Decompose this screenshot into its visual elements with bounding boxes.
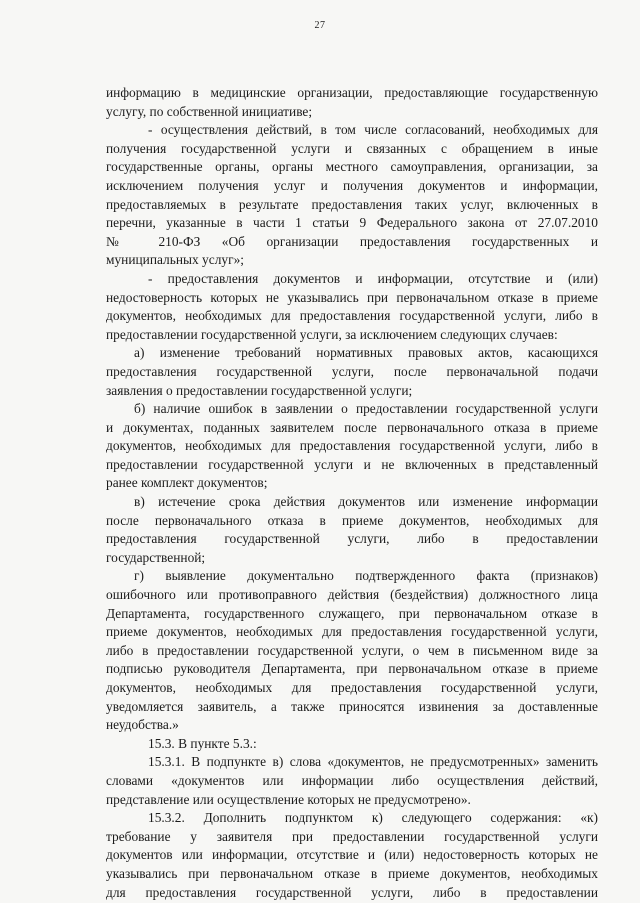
text-line: приеме документов, необходимых для предоставления государственной услуги, — [106, 624, 598, 640]
text-line: муниципальных услуг»; — [106, 252, 244, 268]
text-line: государственные органы, органы местного самоуправления, организации, за — [106, 159, 598, 175]
text-line: услугу, по собственной инициативе; — [106, 103, 313, 119]
text-line: документов, необходимых для предоставления государственной услуги, либо в — [106, 308, 598, 324]
text-line: предоставления государственной услуги, либо в предоставлении — [106, 531, 598, 547]
page-number: 27 — [314, 20, 326, 31]
text-line: уведомляется заявитель, а также приносятся извинения за доставленные — [106, 698, 598, 714]
text-line: информацию в медицинские организации, предоставляющие государственную — [106, 85, 598, 100]
text-line: г) выявление документально подтвержденного факта (признаков) — [134, 568, 598, 584]
text-line: - осуществления действий, в том числе согласований, необходимых для — [148, 122, 598, 138]
text-line: в) истечение срока действия документов или изменение информации — [134, 494, 598, 510]
text-line: перечни, указанные в части 1 статьи 9 Федерального закона от 27.07.2010 — [106, 215, 598, 231]
text-line: 15.3.1. В подпункте в) слова «документов, не предусмотренных» заменить — [148, 754, 598, 770]
text-line: для предоставления государственной услуги, либо в предоставлении — [106, 884, 598, 900]
text-line: предоставлении государственной услуги и не включенных в представленный — [106, 456, 598, 472]
text-line: получения государственной услуги и связанных с обращением в иные — [106, 140, 598, 156]
text-line: предоставлении государственной услуги, за исключением следующих случаев: — [106, 326, 558, 342]
text-line: заявления о предоставлении государственной услуги; — [106, 382, 413, 398]
text-line: словами «документов или информации либо осуществления действий, — [106, 772, 598, 788]
text-line: № 210-ФЗ «Об организации предоставления государственных и — [106, 233, 598, 249]
text-line: 15.3. В пункте 5.3.: — [148, 735, 257, 751]
text-line: требование у заявителя при предоставлении государственной услуги — [106, 828, 598, 844]
text-line: Департамента, государственного служащего, при первоначальном отказе в — [106, 605, 598, 621]
text-line: документов, необходимых для предоставления государственной услуги, — [106, 680, 598, 695]
text-line: представление или осуществление которых не предусмотрено». — [106, 791, 471, 807]
text-line: государственной; — [106, 549, 206, 565]
text-line: неудобства.» — [106, 717, 179, 733]
text-line: 15.3.2. Дополнить подпунктом к) следующего содержания: «к) — [148, 810, 598, 826]
text-line: б) наличие ошибок в заявлении о предоставлении государственной услуги — [134, 401, 598, 417]
text-line: документов или информации, отсутствие и (или) недостоверность которых не — [106, 847, 598, 863]
text-line: ошибочного или противоправного действия (бездействия) должностного лица — [106, 587, 598, 603]
document-body — [106, 84, 598, 902]
text-line: после первоначального отказа в приеме документов, необходимых для — [106, 512, 598, 528]
text-line: подписью руководителя Департамента, при первоначальном отказе в приеме — [106, 661, 598, 677]
text-line: - предоставления документов и информации, отсутствие и (или) — [148, 270, 598, 286]
text-line: указывались при первоначальном отказе в приеме документов, необходимых — [106, 865, 598, 881]
text-line: недостоверность которых не указывались при первоначальном отказе в приеме — [106, 289, 598, 305]
text-line: предоставляемых в результате предоставления таких услуг, включенных в — [106, 196, 598, 212]
text-line: а) изменение требований нормативных правовых актов, касающихся — [134, 345, 598, 361]
text-line: исключением получения услуг и получения документов и информации, — [106, 177, 598, 193]
text-line: ранее комплект документов; — [106, 475, 268, 491]
text-line: документов, необходимых для предоставления государственной услуги, либо в — [106, 438, 598, 454]
text-line: предоставления государственной услуги, после первоначальной подачи — [106, 363, 598, 379]
text-line: и документах, поданных заявителем после первоначального отказа в приеме — [106, 419, 598, 435]
text-line: либо в предоставлении государственной услуги, о чем в письменном виде за — [106, 642, 598, 658]
